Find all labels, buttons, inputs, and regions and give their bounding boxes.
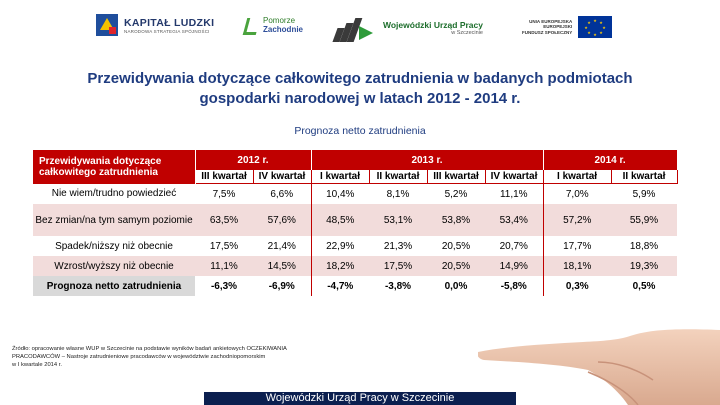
quarter-header: IV kwartał bbox=[253, 170, 311, 184]
pomorze-check-icon bbox=[243, 14, 259, 36]
kapital-ludzki-subtitle: NARODOWA STRATEGIA SPÓJNOŚCI bbox=[124, 28, 210, 34]
table-row bbox=[33, 204, 677, 236]
table-cell: 18,2% bbox=[311, 256, 369, 276]
summary-cell: -6,9% bbox=[253, 276, 311, 296]
table-cell: 5,9% bbox=[611, 184, 677, 205]
quarter-header: II kwartał bbox=[369, 170, 427, 184]
footnote-line3: w I kwartale 2014 r. bbox=[12, 362, 62, 368]
table-cell: 53,1% bbox=[369, 204, 427, 236]
table-cell: 20,7% bbox=[485, 236, 543, 256]
table-cell: 17,7% bbox=[543, 236, 611, 256]
row-label: Nie wiem/trudno powiedzieć bbox=[33, 184, 195, 205]
row-label: Bez zmian/na tym samym poziomie bbox=[33, 204, 195, 236]
summary-cell: 0,3% bbox=[543, 276, 611, 296]
table-cell: 17,5% bbox=[195, 236, 253, 256]
pomorze-line2: Zachodnie bbox=[263, 25, 304, 34]
pomorze-zachodnie-logo bbox=[243, 14, 303, 36]
year-header-2014: 2014 r. bbox=[543, 150, 677, 170]
summary-cell: 0,5% bbox=[611, 276, 677, 296]
table-cell: 57,2% bbox=[543, 204, 611, 236]
table-cell: 53,4% bbox=[485, 204, 543, 236]
table-cell: 18,1% bbox=[543, 256, 611, 276]
table-cell: 57,6% bbox=[253, 204, 311, 236]
logo-bar bbox=[0, 0, 720, 62]
slide-title-line2: gospodarki narodowej w latach 2012 - 2014 r. bbox=[199, 90, 521, 107]
summary-cell: -4,7% bbox=[311, 276, 369, 296]
kapital-ludzki-title: KAPITAŁ LUDZKI bbox=[124, 16, 215, 29]
table-cell: 55,9% bbox=[611, 204, 677, 236]
table-cell: 17,5% bbox=[369, 256, 427, 276]
table-cell: 11,1% bbox=[485, 184, 543, 205]
table-cell: 20,5% bbox=[427, 236, 485, 256]
table-row bbox=[33, 256, 677, 276]
table-corner-header: Przewidywania dotyczące całkowitego zatrudnienia bbox=[33, 150, 195, 184]
wup-logo-subtitle: w Szczecinie bbox=[451, 30, 483, 36]
table-cell: 19,3% bbox=[611, 256, 677, 276]
table-cell: 48,5% bbox=[311, 204, 369, 236]
table-row bbox=[33, 184, 677, 205]
wup-logo bbox=[333, 14, 483, 42]
table-cell: 18,8% bbox=[611, 236, 677, 256]
quarter-header: I kwartał bbox=[311, 170, 369, 184]
summary-cell: 0,0% bbox=[427, 276, 485, 296]
table-cell: 20,5% bbox=[427, 256, 485, 276]
slide-title-line1: Przewidywania dotyczące całkowitego zatrudnienia w badanych podmiotach bbox=[87, 70, 633, 87]
eu-line3: FUNDUSZ SPOŁECZNY bbox=[522, 29, 573, 35]
slide-subtitle: Prognoza netto zatrudnienia bbox=[294, 125, 426, 137]
wup-bars-arrow-icon bbox=[333, 14, 377, 42]
source-footnote bbox=[12, 345, 374, 369]
table-cell: 53,8% bbox=[427, 204, 485, 236]
table-row bbox=[33, 236, 677, 256]
row-label: Wzrost/wyższy niż obecnie bbox=[33, 256, 195, 276]
table-cell: 14,5% bbox=[253, 256, 311, 276]
forecast-table bbox=[33, 150, 678, 296]
footnote-line2: PRACODAWCÓW – Nastroje zatrudnieniowe pracodawców w województwie zachodniopomorskim bbox=[12, 354, 266, 360]
wup-logo-title: Wojewódzki Urząd Pracy bbox=[383, 20, 483, 30]
table-cell: 11,1% bbox=[195, 256, 253, 276]
year-header-2013: 2013 r. bbox=[311, 150, 543, 170]
table-cell: 8,1% bbox=[369, 184, 427, 205]
eu-logo bbox=[522, 16, 612, 38]
table-cell: 21,3% bbox=[369, 236, 427, 256]
quarter-header: IV kwartał bbox=[485, 170, 543, 184]
table-cell: 63,5% bbox=[195, 204, 253, 236]
slide-title bbox=[20, 69, 700, 109]
table-cell: 7,5% bbox=[195, 184, 253, 205]
quarter-header: II kwartał bbox=[611, 170, 677, 184]
summary-cell: -3,8% bbox=[369, 276, 427, 296]
quarter-header: I kwartał bbox=[543, 170, 611, 184]
summary-cell: -6,3% bbox=[195, 276, 253, 296]
summary-cell: -5,8% bbox=[485, 276, 543, 296]
row-label: Spadek/niższy niż obecnie bbox=[33, 236, 195, 256]
table-cell: 22,9% bbox=[311, 236, 369, 256]
kapital-ludzki-emblem-icon bbox=[96, 14, 118, 36]
table-cell: 5,2% bbox=[427, 184, 485, 205]
table-cell: 10,4% bbox=[311, 184, 369, 205]
footer-bar: Wojewódzki Urząd Pracy w Szczecinie bbox=[204, 392, 516, 405]
pointing-hand-icon bbox=[478, 300, 720, 405]
eu-line1: UNIA EUROPEJSKA bbox=[529, 18, 573, 24]
eu-line2: EUROPEJSKI bbox=[543, 24, 573, 30]
table-cell: 6,6% bbox=[253, 184, 311, 205]
quarter-header: III kwartał bbox=[195, 170, 253, 184]
summary-row bbox=[33, 276, 677, 296]
footnote-line1: Źródło: opracowanie własne WUP w Szczecinie na podstawie wyników badań ankietowych OCZEKIWANIA bbox=[12, 346, 287, 352]
pomorze-line1: Pomorze bbox=[263, 16, 296, 25]
table-cell: 7,0% bbox=[543, 184, 611, 205]
table-cell: 21,4% bbox=[253, 236, 311, 256]
quarter-header: III kwartał bbox=[427, 170, 485, 184]
eu-flag-icon: ★ ★ ★ ★ ★ ★ ★ ★ bbox=[578, 16, 612, 38]
summary-label: Prognoza netto zatrudnienia bbox=[33, 276, 195, 296]
kapital-ludzki-logo bbox=[96, 14, 214, 36]
table-cell: 14,9% bbox=[485, 256, 543, 276]
year-header-2012: 2012 r. bbox=[195, 150, 311, 170]
